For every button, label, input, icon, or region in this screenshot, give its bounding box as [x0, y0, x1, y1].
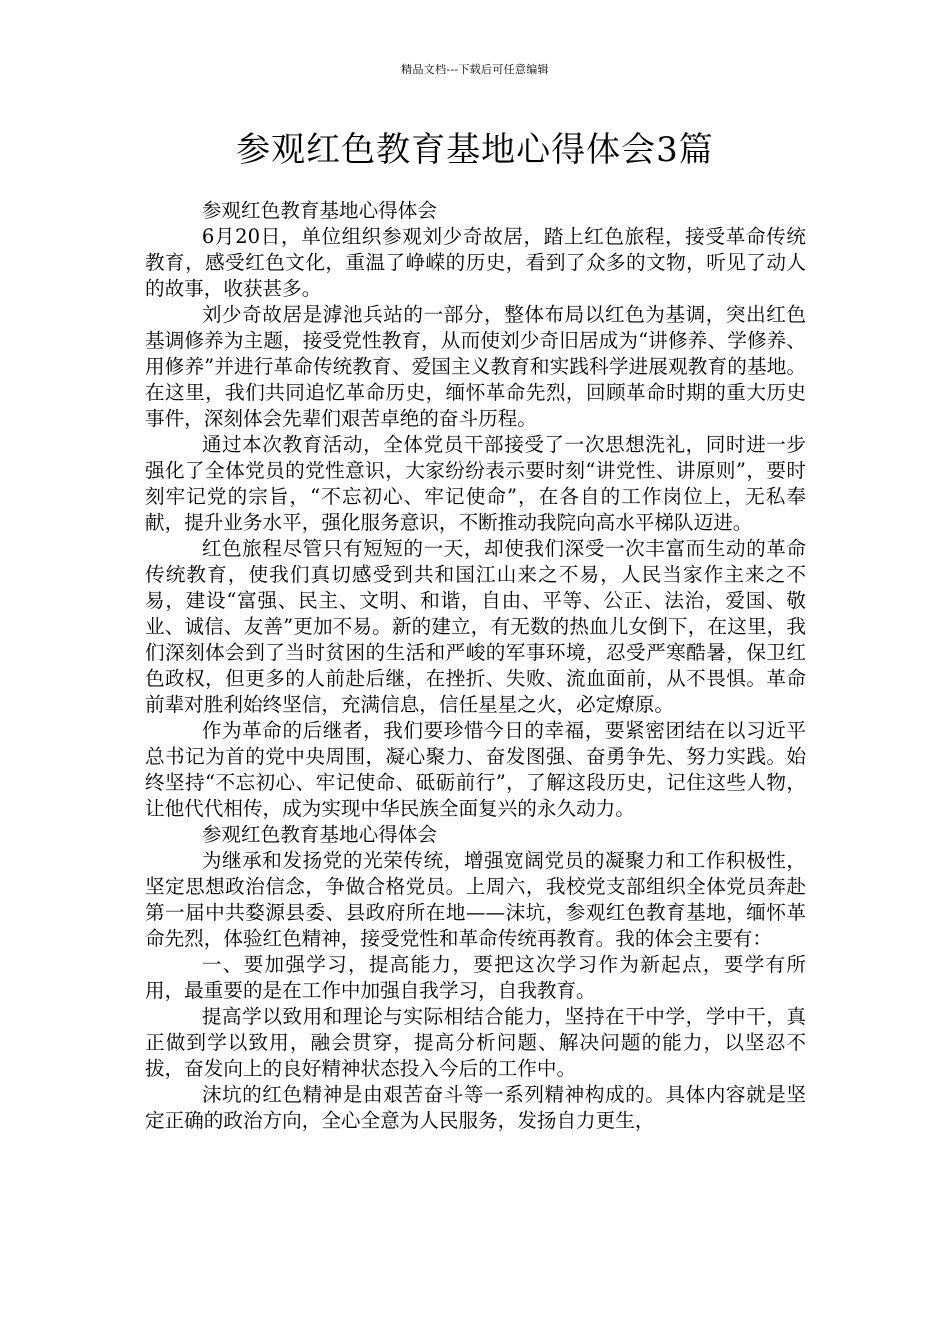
section-heading-2: 参观红色教育基地心得体会	[201, 823, 437, 846]
paragraph: 刘少奇故居是滹池兵站的一部分，整体布局以红色为基调，突出红色基调修养为主题，接受党性教育，从而使刘少奇旧居成为“讲修养、学修养、用修养”并进行革命传统教育、爱国主义教育和实践科学进展观教育的基地。在这里，我们共同追忆革命历史，缅怀革命先烈，回顾革命时期的重大历史事件，深刻体会先辈们艰苦卓绝的奋斗历程。	[145, 303, 806, 430]
paragraph: 作为革命的后继者，我们要珍惜今日的幸福，要紧密团结在以习近平总书记为首的党中央周围，凝心聚力、奋发图强、奋勇争先、努力实践。始终坚持“不忘初心、牢记使命、砥砺前行”，了解这段历史，记住这些人物，让他代代相传，成为实现中华民族全面复兴的永久动力。	[145, 719, 806, 820]
paragraph: 通过本次教育活动，全体党员干部接受了一次思想洗礼，同时进一步强化了全体党员的党性意识，大家纷纷表示要时刻“讲党性、讲原则”，要时刻牢记党的宗旨，“不忘初心、牢记使命”，在各自的工作岗位上，无私奉献，提升业务水平，强化服务意识，不断推动我院向高水平梯队迈进。	[145, 433, 806, 534]
paragraph: 一、要加强学习，提高能力，要把这次学习作为新起点，要学有所用，最重要的是在工作中加强自我学习，自我教育。	[145, 953, 806, 1002]
paragraph: 6月20日，单位组织参观刘少奇故居，踏上红色旅程，接受革命传统教育，感受红色文化，重温了峥嵘的历史，看到了众多的文物，听见了动人的故事，收获甚多。	[145, 225, 806, 300]
document-body	[145, 198, 806, 1134]
paragraph: 红色旅程尽管只有短短的一天，却使我们深受一次丰富而生动的革命传统教育，使我们真切感受到共和国江山来之不易，人民当家作主来之不易，建设“富强、民主、文明、和谐，自由、平等、公正、法治，爱国、敬业、诚信、友善”更加不易。新的建立，有无数的热血儿女倒下，在这里，我们深刻体会到了当时贫困的生活和严峻的军事环境，忍受严寒酷暑，保卫红色政权，但更多的人前赴后继，在挫折、失败、流血面前，从不畏惧。革命前辈对胜利始终坚信，充满信息，信任星星之火，必定燎原。	[145, 537, 806, 716]
paragraph: 沫坑的红色精神是由艰苦奋斗等一系列精神构成的。具体内容就是坚定正确的政治方向，全心全意为人民服务，发扬自力更生，	[145, 1083, 806, 1132]
section-heading-1: 参观红色教育基地心得体会	[201, 199, 437, 222]
document-header-note: 精品文档---下载后可任意编辑	[401, 63, 549, 76]
paragraph: 提高学以致用和理论与实际相结合能力，坚持在干中学，学中干，真正做到学以致用，融会贯穿，提高分析问题、解决问题的能力，以坚忍不拔，奋发向上的良好精神状态投入今后的工作中。	[145, 1005, 806, 1080]
document-title: 参观红色教育基地心得体会3篇	[236, 130, 714, 170]
paragraph: 为继承和发扬党的光荣传统，增强宽阔党员的凝聚力和工作积极性，坚定思想政治信念，争做合格党员。上周六，我校党支部组织全体党员奔赴第一届中共婺源县委、县政府所在地——沫坑，参观红色教育基地，缅怀革命先烈，体验红色精神，接受党性和革命传统再教育。我的体会主要有：	[145, 849, 806, 950]
